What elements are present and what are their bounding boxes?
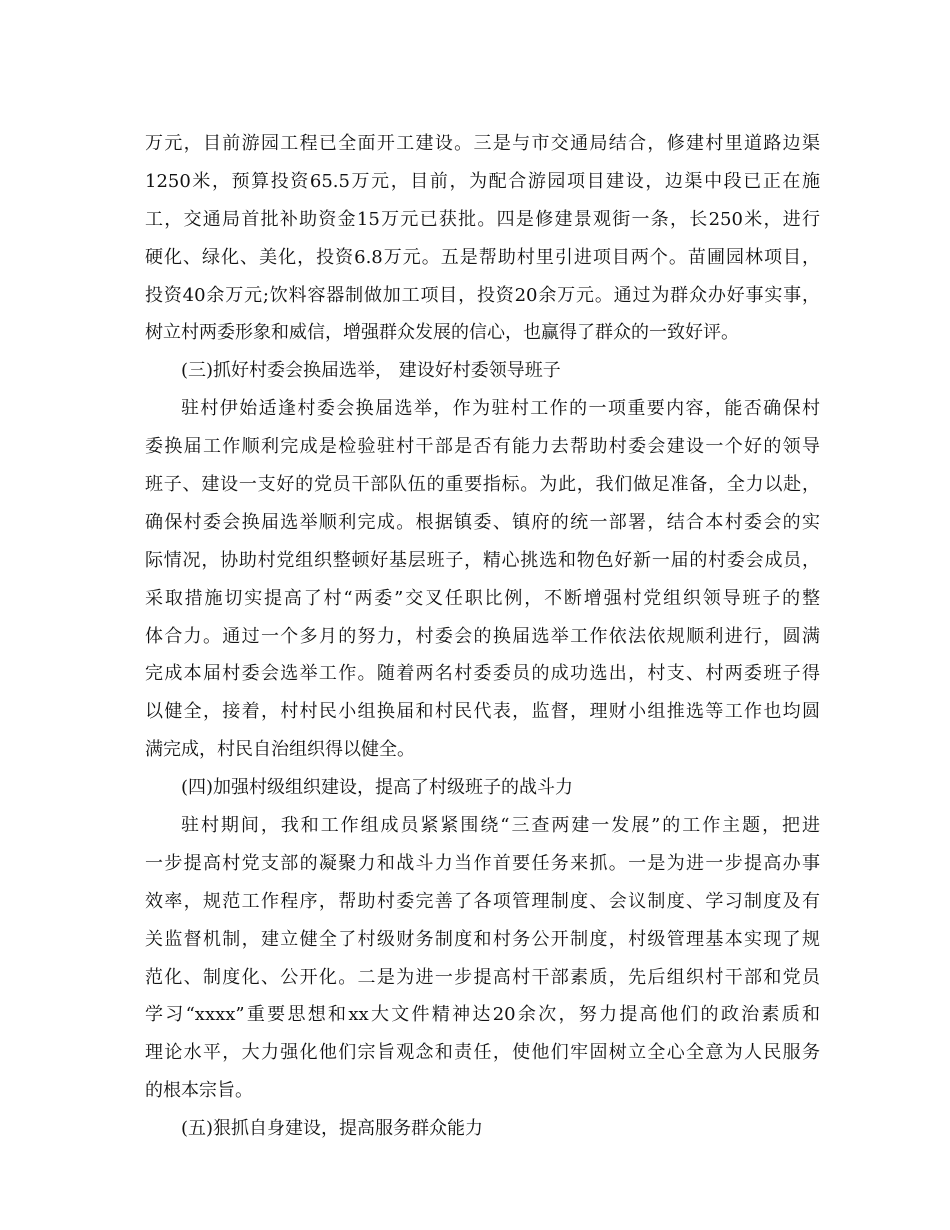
body-line: 范化、制度化、公开化。二是为进一步提高村干部素质，先后组织村干部和党员 xyxy=(145,966,820,988)
body-line: 关监督机制，建立健全了村级财务制度和村务公开制度，村级管理基本实现了规 xyxy=(145,928,820,950)
body-line: 委换届工作顺利完成是检验驻村干部是否有能力去帮助村委会建设一个好的领导 xyxy=(145,436,820,458)
document-body xyxy=(145,125,820,1148)
paragraph-first-line: 驻村伊始适逢村委会换届选举，作为驻村工作的一项重要内容，能否确保村 xyxy=(181,398,820,420)
body-line: 班子、建设一支好的党员干部队伍的重要指标。为此，我们做足准备，全力以赴， xyxy=(145,474,820,496)
body-line: 工，交通局首批补助资金15万元已获批。四是修建景观街一条，长250米，进行 xyxy=(145,208,820,230)
body-line: 一步提高村党支部的凝聚力和战斗力当作首要任务来抓。一是为进一步提高办事 xyxy=(145,852,820,874)
body-line: 理论水平，大力强化他们宗旨观念和责任，使他们牢固树立全心全意为人民服务 xyxy=(145,1042,820,1064)
paragraph-last-line: 的根本宗旨。 xyxy=(145,1080,253,1102)
body-line: 学习“xxxx”重要思想和xx大文件精神达20余次，努力提高他们的政治素质和 xyxy=(145,1004,820,1026)
body-line: 采取措施切实提高了村“两委”交叉任职比例，不断增强村党组织领导班子的整 xyxy=(145,587,820,609)
section-heading: (五)狠抓自身建设，提高服务群众能力 xyxy=(181,1118,484,1140)
body-line: 完成本届村委会选举工作。随着两名村委委员的成功选出，村支、村两委班子得 xyxy=(145,663,820,685)
body-line: 体合力。通过一个多月的努力，村委会的换届选举工作依法依规顺利进行，圆满 xyxy=(145,625,820,647)
body-line: 效率，规范工作程序，帮助村委完善了各项管理制度、会议制度、学习制度及有 xyxy=(145,890,820,912)
section-heading: (四)加强村级组织建设，提高了村级班子的战斗力 xyxy=(181,777,574,799)
paragraph-last-line: 满完成，村民自治组织得以健全。 xyxy=(145,739,415,761)
body-line: 以健全，接着，村村民小组换届和村民代表，监督，理财小组推选等工作也均圆 xyxy=(145,701,820,723)
body-line: 万元，目前游园工程已全面开工建设。三是与市交通局结合，修建村里道路边渠 xyxy=(145,133,820,154)
body-line: 硬化、绿化、美化，投资6.8万元。五是帮助村里引进项目两个。苗圃园林项目， xyxy=(145,246,820,268)
body-line: 投资40余万元;饮料容器制做加工项目，投资20余万元。通过为群众办好事实事， xyxy=(145,284,820,306)
paragraph-last-line: 树立村两委形象和威信，增强群众发展的信心，也赢得了群众的一致好评。 xyxy=(145,322,739,344)
paragraph-first-line: 驻村期间，我和工作组成员紧紧围绕“三查两建一发展”的工作主题，把进 xyxy=(181,815,820,837)
body-line: 确保村委会换届选举顺利完成。根据镇委、镇府的统一部署，结合本村委会的实 xyxy=(145,511,820,533)
body-line: 1250米，预算投资65.5万元，目前，为配合游园项目建设，边渠中段已正在施 xyxy=(145,170,820,192)
section-heading: (三)抓好村委会换届选举， 建设好村委领导班子 xyxy=(181,360,561,382)
body-line: 际情况，协助村党组织整顿好基层班子，精心挑选和物色好新一届的村委会成员， xyxy=(145,549,820,571)
